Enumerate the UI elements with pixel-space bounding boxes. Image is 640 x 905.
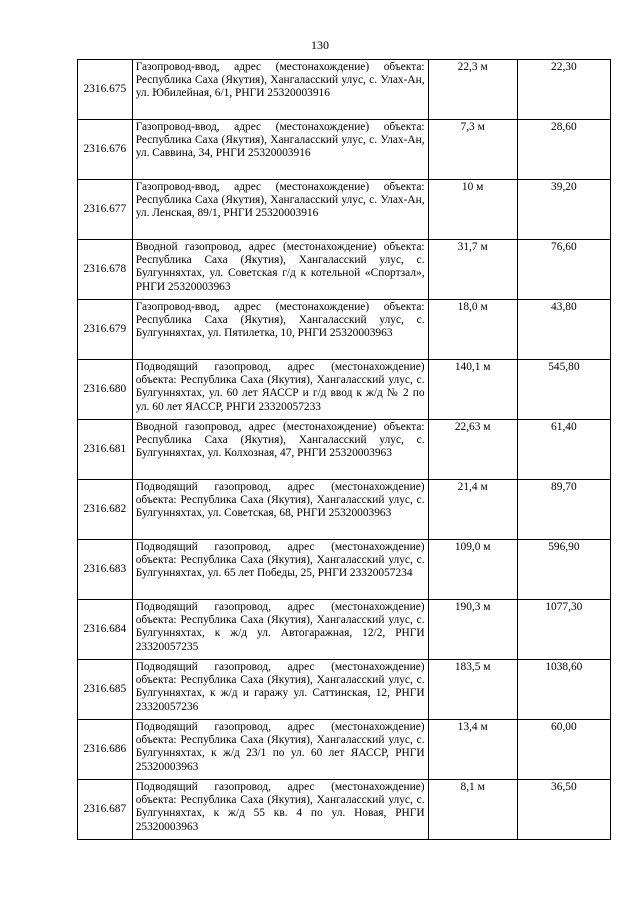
length-cell: 8,1 м: [428, 780, 517, 840]
length-cell: 109,0 м: [428, 540, 517, 600]
row-number-cell: 2316.680: [78, 360, 133, 420]
row-number-cell: 2316.687: [78, 780, 133, 840]
length-cell: 21,4 м: [428, 480, 517, 540]
cost-cell: 89,70: [517, 480, 610, 540]
length-cell: 18,0 м: [428, 300, 517, 360]
table-row: [78, 240, 611, 300]
cost-cell: 60,00: [517, 720, 610, 780]
row-number-cell: 2316.676: [78, 120, 133, 180]
cost-cell: 76,60: [517, 240, 610, 300]
object-description-cell: Вводной газопровод, адрес (местонахождение) объекта: Республика Саха (Якутия), Хангаласский улус, с. Булгунняхтах, ул. Советская г/д к котельной «Спортзал», РНГИ 25320003963: [132, 240, 428, 300]
object-description-cell: Подводящий газопровод, адрес (местонахождение) объекта: Республика Саха (Якутия), Хангаласский улус, с. Булгунняхтах, к ж/д ул. Автогаражная, 12/2, РНГИ 23320057235: [132, 600, 428, 660]
table-row: [78, 660, 611, 720]
length-cell: 31,7 м: [428, 240, 517, 300]
object-description-cell: Подводящий газопровод, адрес (местонахождение) объекта: Республика Саха (Якутия), Хангаласский улус, с. Булгунняхтах, ул. Советская, 68, РНГИ 25320003963: [132, 480, 428, 540]
object-description-cell: Подводящий газопровод, адрес (местонахождение) объекта: Республика Саха (Якутия), Хангаласский улус, с. Булгунняхтах, к ж/д 23/1 по ул. 60 лет ЯАССР, РНГИ 25320003963: [132, 720, 428, 780]
row-number-cell: 2316.675: [78, 60, 133, 120]
cost-cell: 1077,30: [517, 600, 610, 660]
object-description-cell: Газопровод-ввод, адрес (местонахождение) объекта: Республика Саха (Якутия), Хангаласский улус, с. Булгунняхтах, ул. Пятилетка, 10, РНГИ 25320003963: [132, 300, 428, 360]
length-cell: 22,3 м: [428, 60, 517, 120]
registry-table-body: [78, 60, 611, 840]
table-row: [78, 60, 611, 120]
object-description-cell: Газопровод-ввод, адрес (местонахождение) объекта: Республика Саха (Якутия), Хангаласский улус, с. Улах-Ан, ул. Юбилейная, 6/1, РНГИ 25320003916: [132, 60, 428, 120]
table-row: [78, 120, 611, 180]
length-cell: 140,1 м: [428, 360, 517, 420]
object-description-cell: Газопровод-ввод, адрес (местонахождение) объекта: Республика Саха (Якутия), Хангаласский улус, с. Улах-Ан, ул. Ленская, 89/1, РНГИ 25320003916: [132, 180, 428, 240]
row-number-cell: 2316.678: [78, 240, 133, 300]
registry-table: [77, 59, 611, 840]
table-row: [78, 420, 611, 480]
cost-cell: 1038,60: [517, 660, 610, 720]
cost-cell: 39,20: [517, 180, 610, 240]
length-cell: 190,3 м: [428, 600, 517, 660]
cost-cell: 28,60: [517, 120, 610, 180]
table-row: [78, 480, 611, 540]
row-number-cell: 2316.682: [78, 480, 133, 540]
cost-cell: 596,90: [517, 540, 610, 600]
length-cell: 22,63 м: [428, 420, 517, 480]
object-description-cell: Подводящий газопровод, адрес (местонахождение) объекта: Республика Саха (Якутия), Хангаласский улус, с. Булгунняхтах, ул. 65 лет Победы, 25, РНГИ 23320057234: [132, 540, 428, 600]
object-description-cell: Подводящий газопровод, адрес (местонахождение) объекта: Республика Саха (Якутия), Хангаласский улус, с. Булгунняхтах, ул. 60 лет ЯАССР и г/д ввод к ж/д № 2 по ул. 60 лет ЯАССР, РНГИ 23320057233: [132, 360, 428, 420]
row-number-cell: 2316.681: [78, 420, 133, 480]
object-description-cell: Газопровод-ввод, адрес (местонахождение) объекта: Республика Саха (Якутия), Хангаласский улус, с. Улах-Ан, ул. Саввина, 34, РНГИ 25320003916: [132, 120, 428, 180]
table-row: [78, 300, 611, 360]
row-number-cell: 2316.683: [78, 540, 133, 600]
cost-cell: 22,30: [517, 60, 610, 120]
table-row: [78, 720, 611, 780]
table-row: [78, 180, 611, 240]
row-number-cell: 2316.684: [78, 600, 133, 660]
object-description-cell: Подводящий газопровод, адрес (местонахождение) объекта: Республика Саха (Якутия), Хангаласский улус, с. Булгунняхтах, к ж/д и гаражу ул. Саттинская, 12, РНГИ 23320057236: [132, 660, 428, 720]
length-cell: 10 м: [428, 180, 517, 240]
table-row: [78, 360, 611, 420]
length-cell: 183,5 м: [428, 660, 517, 720]
page-number: 130: [311, 38, 329, 52]
table-row: [78, 600, 611, 660]
cost-cell: 61,40: [517, 420, 610, 480]
row-number-cell: 2316.685: [78, 660, 133, 720]
cost-cell: 545,80: [517, 360, 610, 420]
row-number-cell: 2316.679: [78, 300, 133, 360]
object-description-cell: Вводной газопровод, адрес (местонахождение) объекта: Республика Саха (Якутия), Хангаласский улус, с. Булгунняхтах, ул. Колхозная, 47, РНГИ 25320003963: [132, 420, 428, 480]
cost-cell: 36,50: [517, 780, 610, 840]
table-row: [78, 540, 611, 600]
object-description-cell: Подводящий газопровод, адрес (местонахождение) объекта: Республика Саха (Якутия), Хангаласский улус, с. Булгунняхтах, к ж/д 55 кв. 4 по ул. Новая, РНГИ 25320003963: [132, 780, 428, 840]
length-cell: 13,4 м: [428, 720, 517, 780]
row-number-cell: 2316.686: [78, 720, 133, 780]
length-cell: 7,3 м: [428, 120, 517, 180]
table-row: [78, 780, 611, 840]
cost-cell: 43,80: [517, 300, 610, 360]
row-number-cell: 2316.677: [78, 180, 133, 240]
